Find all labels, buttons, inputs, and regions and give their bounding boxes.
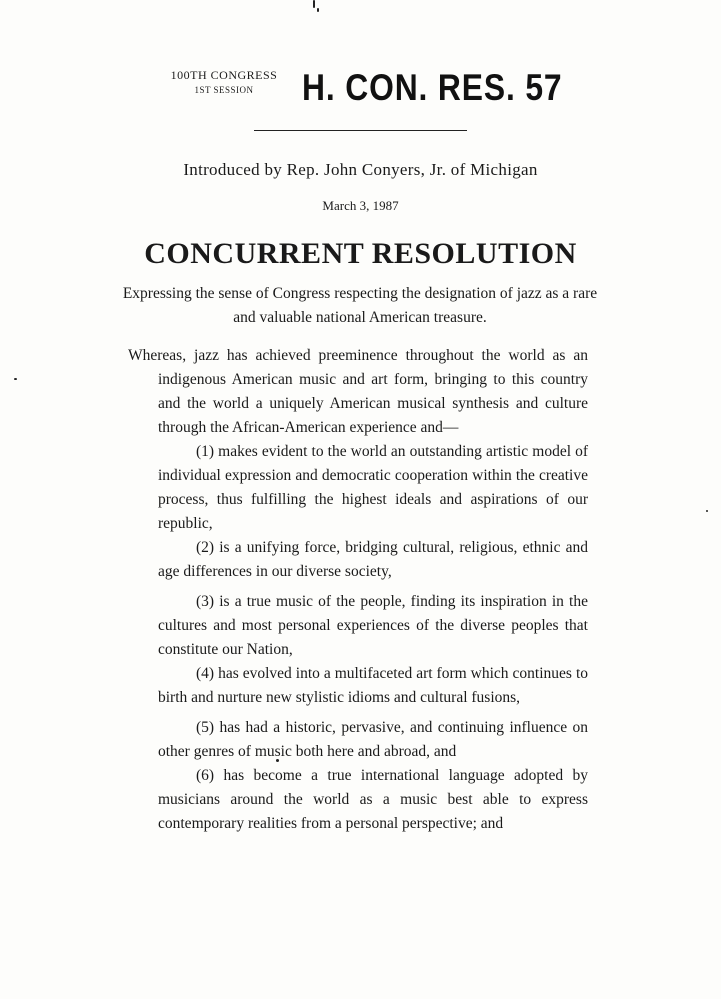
scan-speck: [706, 510, 708, 512]
scan-speck: [313, 0, 315, 8]
clause-4: (4) has evolved into a multifaceted art form which continues to birth and nurture new stylistic idioms and cultural fusions,: [158, 665, 588, 706]
congress-session-block: [156, 68, 292, 98]
scan-speck: [317, 8, 319, 12]
resolution-body: [128, 344, 588, 836]
congress-label: 100TH CONGRESS: [170, 68, 278, 82]
bill-number: H. CON. RES. 57: [302, 67, 563, 108]
resolution-title: CONCURRENT RESOLUTION: [144, 237, 577, 270]
introduced-date: March 3, 1987: [322, 198, 399, 213]
clause-5: (5) has had a historic, pervasive, and continuing influence on other genres of music both here and abroad, and: [158, 719, 588, 760]
session-label: 1ST SESSION: [194, 85, 254, 95]
header-divider: [254, 130, 467, 131]
clause-1: (1) makes evident to the world an outstanding artistic model of individual expression and democratic cooperation within the creative process, thus fulfilling the highest ideals and aspirations of our republic,: [158, 443, 588, 532]
clause-2: (2) is a unifying force, bridging cultural, religious, ethnic and age differences in our diverse society,: [158, 539, 588, 580]
resolution-subject: Expressing the sense of Congress respecting the designation of jazz as a rare and valuable national American treasure.: [122, 285, 598, 326]
clause-3: (3) is a true music of the people, finding its inspiration in the cultures and most personal experiences of the diverse peoples that constitute our Nation,: [158, 593, 588, 658]
clause-6: (6) has become a true international language adopted by musicians around the world as a music best able to express contemporary realities from a personal perspective; and: [158, 767, 588, 832]
sponsor-line: Introduced by Rep. John Conyers, Jr. of Michigan: [183, 160, 538, 179]
scan-speck: [14, 378, 17, 380]
whereas-clause: Whereas, jazz has achieved preeminence throughout the world as an indigenous American music and art form, bringing to this country and the world a uniquely American musical synthesis and culture through the African-American experience and—: [128, 347, 588, 436]
